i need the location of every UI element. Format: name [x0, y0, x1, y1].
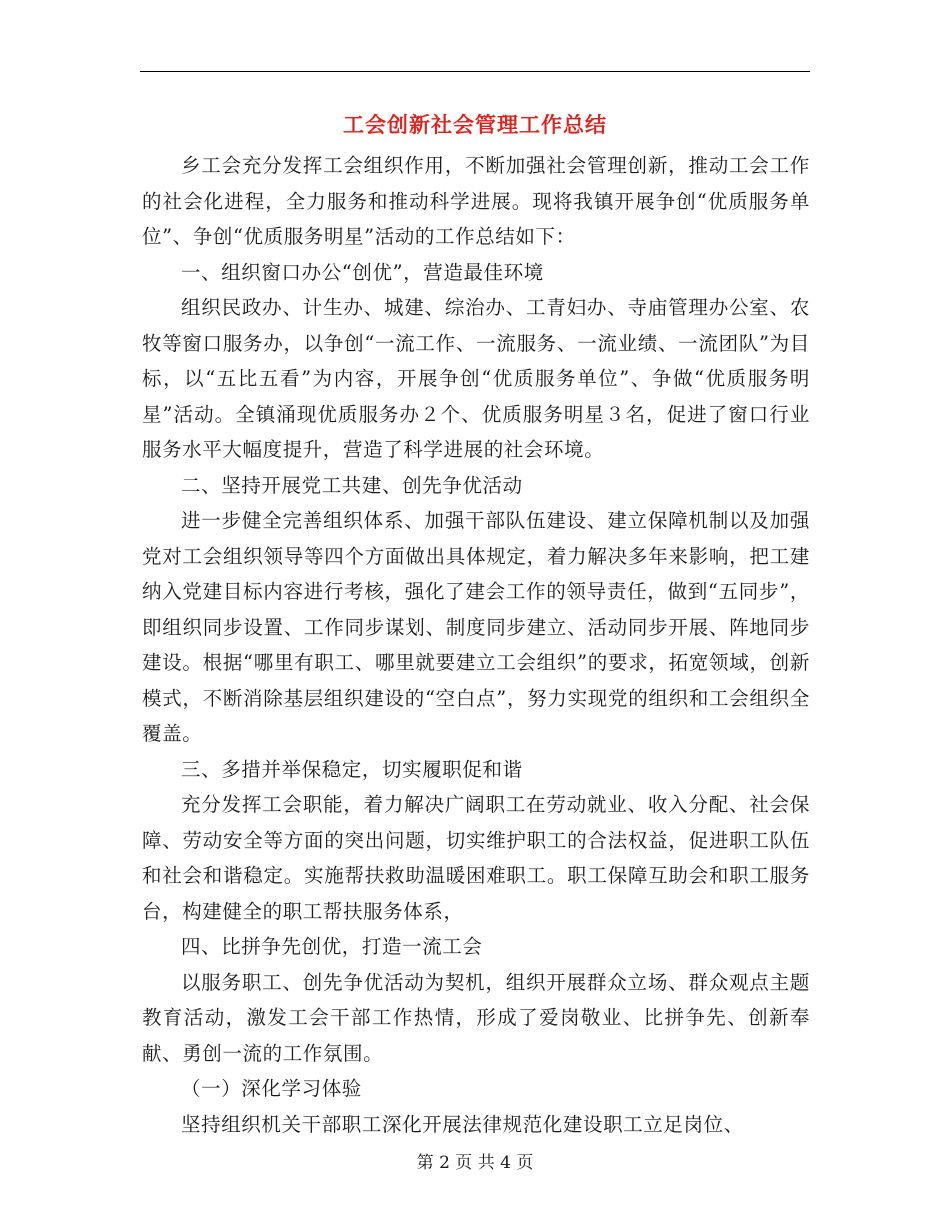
page-number-label: 第 2 页 共 4 页 [416, 1153, 534, 1173]
document-title: 工会创新社会管理工作总结 [343, 112, 607, 137]
section-heading-1: 一、组织窗口办公“创优”，营造最佳环境 [181, 260, 544, 284]
header-rule [140, 71, 810, 72]
section-heading-2: 二、坚持开展党工共建、创先争优活动 [181, 473, 523, 497]
section-3-paragraph: 充分发挥工会职能，着力解决广阔职工在劳动就业、收入分配、社会保障、劳动安全等方面的突出问题，切实维护职工的合法权益，促进职工队伍和社会和谐稳定。实施帮扶救助温暖困难职工。职工保障互助会和职工服务台，构建健全的职工帮扶服务体系， [142, 793, 810, 923]
section-4-paragraph: 以服务职工、创先争优活动为契机，组织开展群众立场、群众观点主题教育活动，激发工会干部工作热情，形成了爱岗敬业、比拼争先、创新奉献、勇创一流的工作氛围。 [142, 970, 810, 1065]
document-body [142, 148, 810, 1142]
section-heading-4: 四、比拼争先创优，打造一流工会 [181, 935, 483, 958]
section-2-paragraph: 进一步健全完善组织体系、加强干部队伍建设、建立保障机制以及加强党对工会组织领导等四个方面做出具体规定，着力解决多年来影响，把工建纳入党建目标内容进行考核，强化了建会工作的领导责任，做到“五同步”，即组织同步设置、工作同步谋划、制度同步建立、活动同步开展、阵地同步建设。根据“哪里有职工、哪里就要建立工会组织”的要求，拓宽领域，创新模式，不断消除基层组织建设的“空白点”，努力实现党的组织和工会组织全覆盖。 [142, 509, 810, 745]
page-footer [0, 1151, 950, 1175]
subsection-1-paragraph: 坚持组织机关干部职工深化开展法律规范化建设职工立足岗位、 [181, 1112, 744, 1136]
intro-paragraph: 乡工会充分发挥工会组织作用，不断加强社会管理创新，推动工会工作的社会化进程，全力服务和推动科学进展。现将我镇开展争创“优质服务单位”、争创“优质服务明星”活动的工作总结如下： [142, 154, 810, 248]
section-heading-3: 三、多措并举保稳定，切实履职促和谐 [181, 757, 523, 781]
section-1-paragraph: 组织民政办、计生办、城建、综治办、工青妇办、寺庙管理办公室、农牧等窗口服务办，以争创“一流工作、一流服务、一流业绩、一流团队”为目标，以“五比五看”为内容，开展争创“优质服务单位”、争做“优质服务明星”活动。全镇涌现优质服务办２个、优质服务明星３名，促进了窗口行业服务水平大幅度提升，营造了科学进展的社会环境。 [142, 296, 810, 461]
subsection-heading-1: （一）深化学习体验 [181, 1077, 362, 1100]
